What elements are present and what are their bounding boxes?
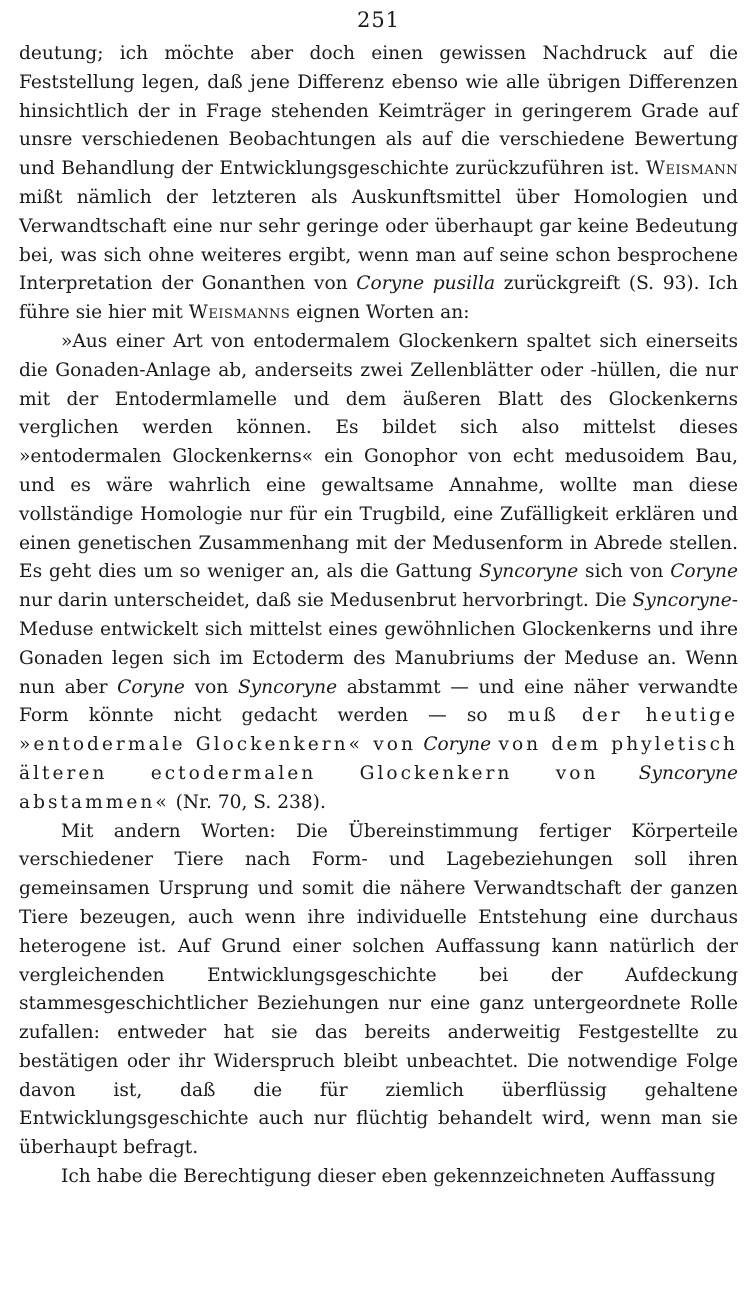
species-name: Syncoryne xyxy=(638,762,738,784)
text-run: abstammt — und eine näher verwandte Form könnte nicht gedacht werden — so xyxy=(19,676,738,727)
text-run: nur darin unterscheidet, daß sie Medusenbrut hervorbringt. Die xyxy=(19,590,633,612)
species-name: Syncoryne xyxy=(632,590,732,612)
species-name: Coryne xyxy=(670,561,738,583)
text-run: sich von xyxy=(578,561,671,583)
text-run: zurückgreift (S. 93). Ich führe sie hier mit xyxy=(19,273,738,324)
text-run: »Aus einer Art von entodermalem Glockenkern spaltet sich einerseits die Gonaden-Anlage ab, anderseits zwei Zellenblätter oder -hüllen, die nur mit der Entodermlamelle und dem äußeren Blatt des Glockenkerns verglichen werden können. Es bildet sich also mittelst dieses »entodermalen Glockenkerns« ein Gonophor von echt medusoidem Bau, und es wäre wahrlich eine gewaltsame Annahme, wollte man diese vollständige Homologie nur für ein Trugbild, eine Zufälligkeit erklären und einen genetischen Zusammenhang mit der Medusenform in Abrede stellen. Es geht dies um so weniger an, als die Gattung xyxy=(19,330,738,583)
text-run: eignen Worten an: xyxy=(290,302,470,324)
text-run xyxy=(598,763,638,784)
quote-paragraph xyxy=(19,328,738,818)
spaced-emphasis: muß der heutige »entodermale Glockenkern« von xyxy=(19,705,739,756)
paragraph-3: Mit andern Worten: Die Übereinstimmung fertiger Körperteile verschiedener Tiere nach Form- und Lagebeziehungen soll ihren gemeinsamen Ursprung und somit die nähere Verwandtschaft der ganzen Tiere bezeugen, auch wenn ihre individuelle Entstehung eine durchaus heterogene ist. Auf Grund einer solchen Auffassung kann natürlich der vergleichenden Entwicklungsgeschichte bei der Aufdeckung stammesgeschichtlicher Beziehungen nur eine ganz untergeordnete Rolle zufallen: entweder hat sie das bereits anderweitig Festgestellte zu bestätigen oder ihr Widerspruch bleibt unbeachtet. Die notwendige Folge davon ist, daß die für ziemlich überflüssig gehaltene Entwicklungsgeschichte auch nur flüchtig behandelt wird, wenn man sie überhaupt befragt. xyxy=(19,820,738,1159)
species-name: Coryne xyxy=(117,676,185,698)
text-run: (Nr. 70, S. 238). xyxy=(169,791,326,813)
paragraph-1 xyxy=(19,40,738,328)
text-run: -Meduse entwickelt sich mittelst eines gewöhnlichen Glockenkerns und ihre Gonaden legen sich im Ectoderm des Manubriums der Meduse an. Wenn nun aber xyxy=(19,590,738,698)
text-run: mißt nämlich der letzteren als Auskunftsmittel über Homologien und Verwandtschaft eine nur sehr geringe oder überhaupt gar keine Bedeutung bei, was sich ohne weiteres ergibt, wenn man auf seine schon besprochene Interpretation der Gonanthen von xyxy=(19,186,738,295)
spaced-emphasis: abstammen« xyxy=(19,791,170,813)
author-name: Weismanns xyxy=(188,302,291,324)
author-name: Weismann xyxy=(645,158,738,180)
text-run: deutung; ich möchte aber doch einen gewissen Nachdruck auf die Feststellung legen, daß jene Differenz ebenso wie alle übrigen Differenzen hinsichtlich der in Frage stehenden Keimträger in geringerem Grade auf unsre verschiedenen Beobachtungen als auf die verschiedene Bewertung und Behandlung der Entwicklungsgeschichte zurückzuführen ist. xyxy=(19,43,738,180)
spaced-emphasis: von dem phyletisch älteren ectodermalen Glockenkern von xyxy=(19,734,738,784)
paragraph-4: Ich habe die Berechtigung dieser eben gekennzeichneten Auffassung xyxy=(61,1166,716,1188)
species-name: Coryne pusilla xyxy=(356,273,496,295)
species-name: Syncoryne xyxy=(479,561,579,583)
species-name: Coryne xyxy=(423,734,492,756)
species-name: Syncoryne xyxy=(237,676,338,698)
text-run: von xyxy=(184,676,238,698)
page-number: 251 xyxy=(356,8,401,32)
